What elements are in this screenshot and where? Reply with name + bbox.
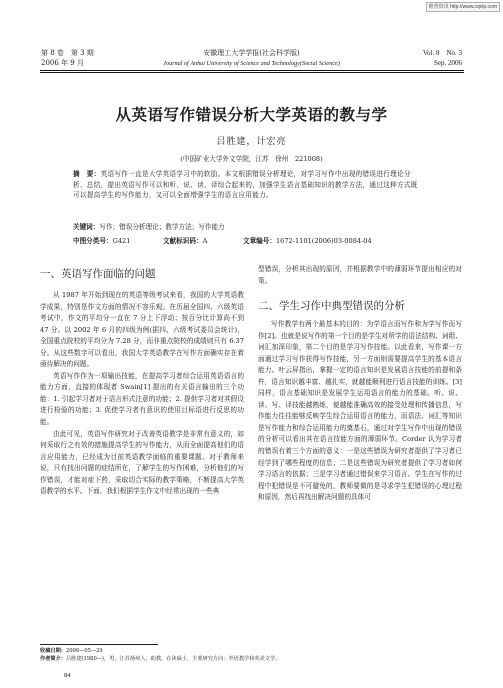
clc-value: G421: [112, 237, 131, 245]
doc-code-value: A: [202, 237, 208, 245]
section1-heading: 一、英语写作面临的问题: [40, 268, 156, 280]
footnote-rule: [40, 644, 158, 645]
section1-paragraph-3: 由此可见，英语写作研究对于改善英语教学是非常有意义的，如何采取行之有效的措施提高学生的写作能力，从而全面提高他们的语言应用能力，已经成为目前英语教学面临的重要课题。对于教师来说，只有找出问题的症结所在，了解学生的写作困难，分析他们的写作错误，才能对症下药，采取切合实际的教学策略，不断提高大学英语教学的水平。下面，我们根据学生作文中经常出现的一些典: [40, 429, 244, 496]
page-number: 84: [64, 672, 71, 679]
article-affiliation: (中国矿业大学外文学院，江苏 徐州 221008): [180, 155, 323, 163]
left-column: [40, 290, 244, 498]
section1-paragraph-2: 英语写作作为一项输出技能，在提高学习者综合运用英语语言的能力方面，直接的体现者 Swain[1] 提出的有关语言输出的三个功能：1. 引起学习者对于语言形式注意的功能；2. 提供学习者对其假设进行检验的功能；3. 促使学习者有意识的使用目标语进行反思的功能。: [40, 371, 244, 427]
col2-continued-paragraph: 型错误，分析其出现的原因，并根据教学中的薄弱环节提出相应的对策。: [258, 265, 462, 285]
article-number-label: 文章编号：: [243, 237, 276, 245]
keywords: [73, 222, 433, 232]
header-rule-top: [40, 70, 464, 71]
header-journal-en: Journal of Anhui University of Science and Technology(Social Science): [163, 60, 340, 67]
section2-paragraph-1: 写作教学有两个最基本的目的：为学语言而写作和为学写作而写作[2]。也就是说写作的第一个目的是学生对所学的语法结构、词组、词汇加深印象，第二个目的是学习写作技能。以此看来，写作课一方面通过学习写作获得写作技能，另一方面则需要提高学生的基本语言能力。叶云屏指出，掌握一定的语言知识是发展语言技能的前提和条件，语言知识越丰富、越扎实，就越能顺利进行语言技能的训练。[3]同样，语言基础知识是发展学生运用语言的能力的基础。听、说、读、写、译技能越熟练，便越能准确高效的接受处理和传播信息，写作能力往往能够反映学生综合运用语言的能力，而语法、词汇等知识是写作能力和综合运用能力的奠基石，通过对学生写作中出现的错误的分析可以看出其在语言技能方面的薄弱环节。Corder 认为学习者的错误有着三个方面的意义：一是这些错误为研究者提供了学习者已经学到了哪些程度的信息；二是这些错误为研究者提供了学习者如何学习语言的依据；三是学习者通过错误来学习语言。学生在写作的过程中犯错误是不可避免的，教师要做的是寻求学生犯错误的心理过程和原因，然后再找出解决问题的具体可: [258, 320, 462, 502]
right-column-top: [258, 264, 462, 287]
author-bio-label: 作者简介：: [40, 656, 66, 662]
article-author: 吕胜建，计宏亮: [216, 137, 287, 147]
keywords-label: 关键词：: [73, 223, 100, 231]
article-number-value: 1672-1101(2006)03-0084-04: [275, 237, 372, 245]
received-label: 收稿日期：: [40, 648, 66, 654]
footnote-author: [40, 655, 460, 664]
section1-paragraph-1: 从 1987 年开始到现在的英语等级考试来看，我国的大学英语教学成果，特别是作文方面的情况不容乐观。在历届全国四、六级英语考试中，作文的平均分一直在 7 分上下浮动；按百分比计算尚不到 47 分。以 2002 年 6 月的四级为例(据四、六级考试委员会统计)，全国重点院校的平均分为 7.28 分，而非重点院校的成绩则只有 6.37 分。从这些数字可以看出，我国大学英语教学在写作方面确实存在着亟待解决的问题。: [40, 291, 244, 369]
received-value: 2006—05—29: [65, 648, 103, 654]
keywords-text: 写作；错误分析理论；教学方法；写作能力: [99, 223, 225, 231]
abstract-text: 英语写作一直是大学英语学习中的软肋。本文根据错误分析理论，对学习写作中出现的错误进行理论分析、总结，提出英语写作可以和听、说、读、译综合起来的，加强学生语言基础知识的教学方法，通过这种方式既可以提高学生的写作能力，又可以全面增强学生的语言应用能力。: [73, 170, 418, 200]
header-rule-bottom: [40, 72, 464, 73]
abstract-label: 摘 要：: [73, 170, 101, 178]
header-date-cn: 2006 年 9 月: [41, 59, 84, 67]
article-title: 从英语写作错误分析大学英语的教与学: [115, 105, 388, 124]
watermark-label: 维普资讯 http://www.cqvip.com: [426, 2, 500, 12]
right-column: [258, 319, 462, 504]
clc-label: 中图分类号：: [73, 237, 113, 245]
header-issue-cn: 第 8 卷 第 3 期: [41, 49, 94, 57]
header-journal-cn: 安徽理工大学学报(社会科学版): [203, 49, 300, 57]
classification-line: [73, 236, 372, 246]
author-bio-value: 吕胜建(1980—)，男，江苏扬州人，助教，在读硕士，主要研究方向：外语教学和英美文学。: [65, 656, 281, 662]
section2-heading: 二、学生习作中典型错误的分析: [258, 300, 405, 312]
header-vol-en: Vol. 8 No. 3: [422, 49, 462, 57]
abstract: [73, 169, 423, 201]
doc-code-label: 文献标识码：: [163, 237, 203, 245]
header-date-en: Sep. 2006: [434, 59, 462, 67]
